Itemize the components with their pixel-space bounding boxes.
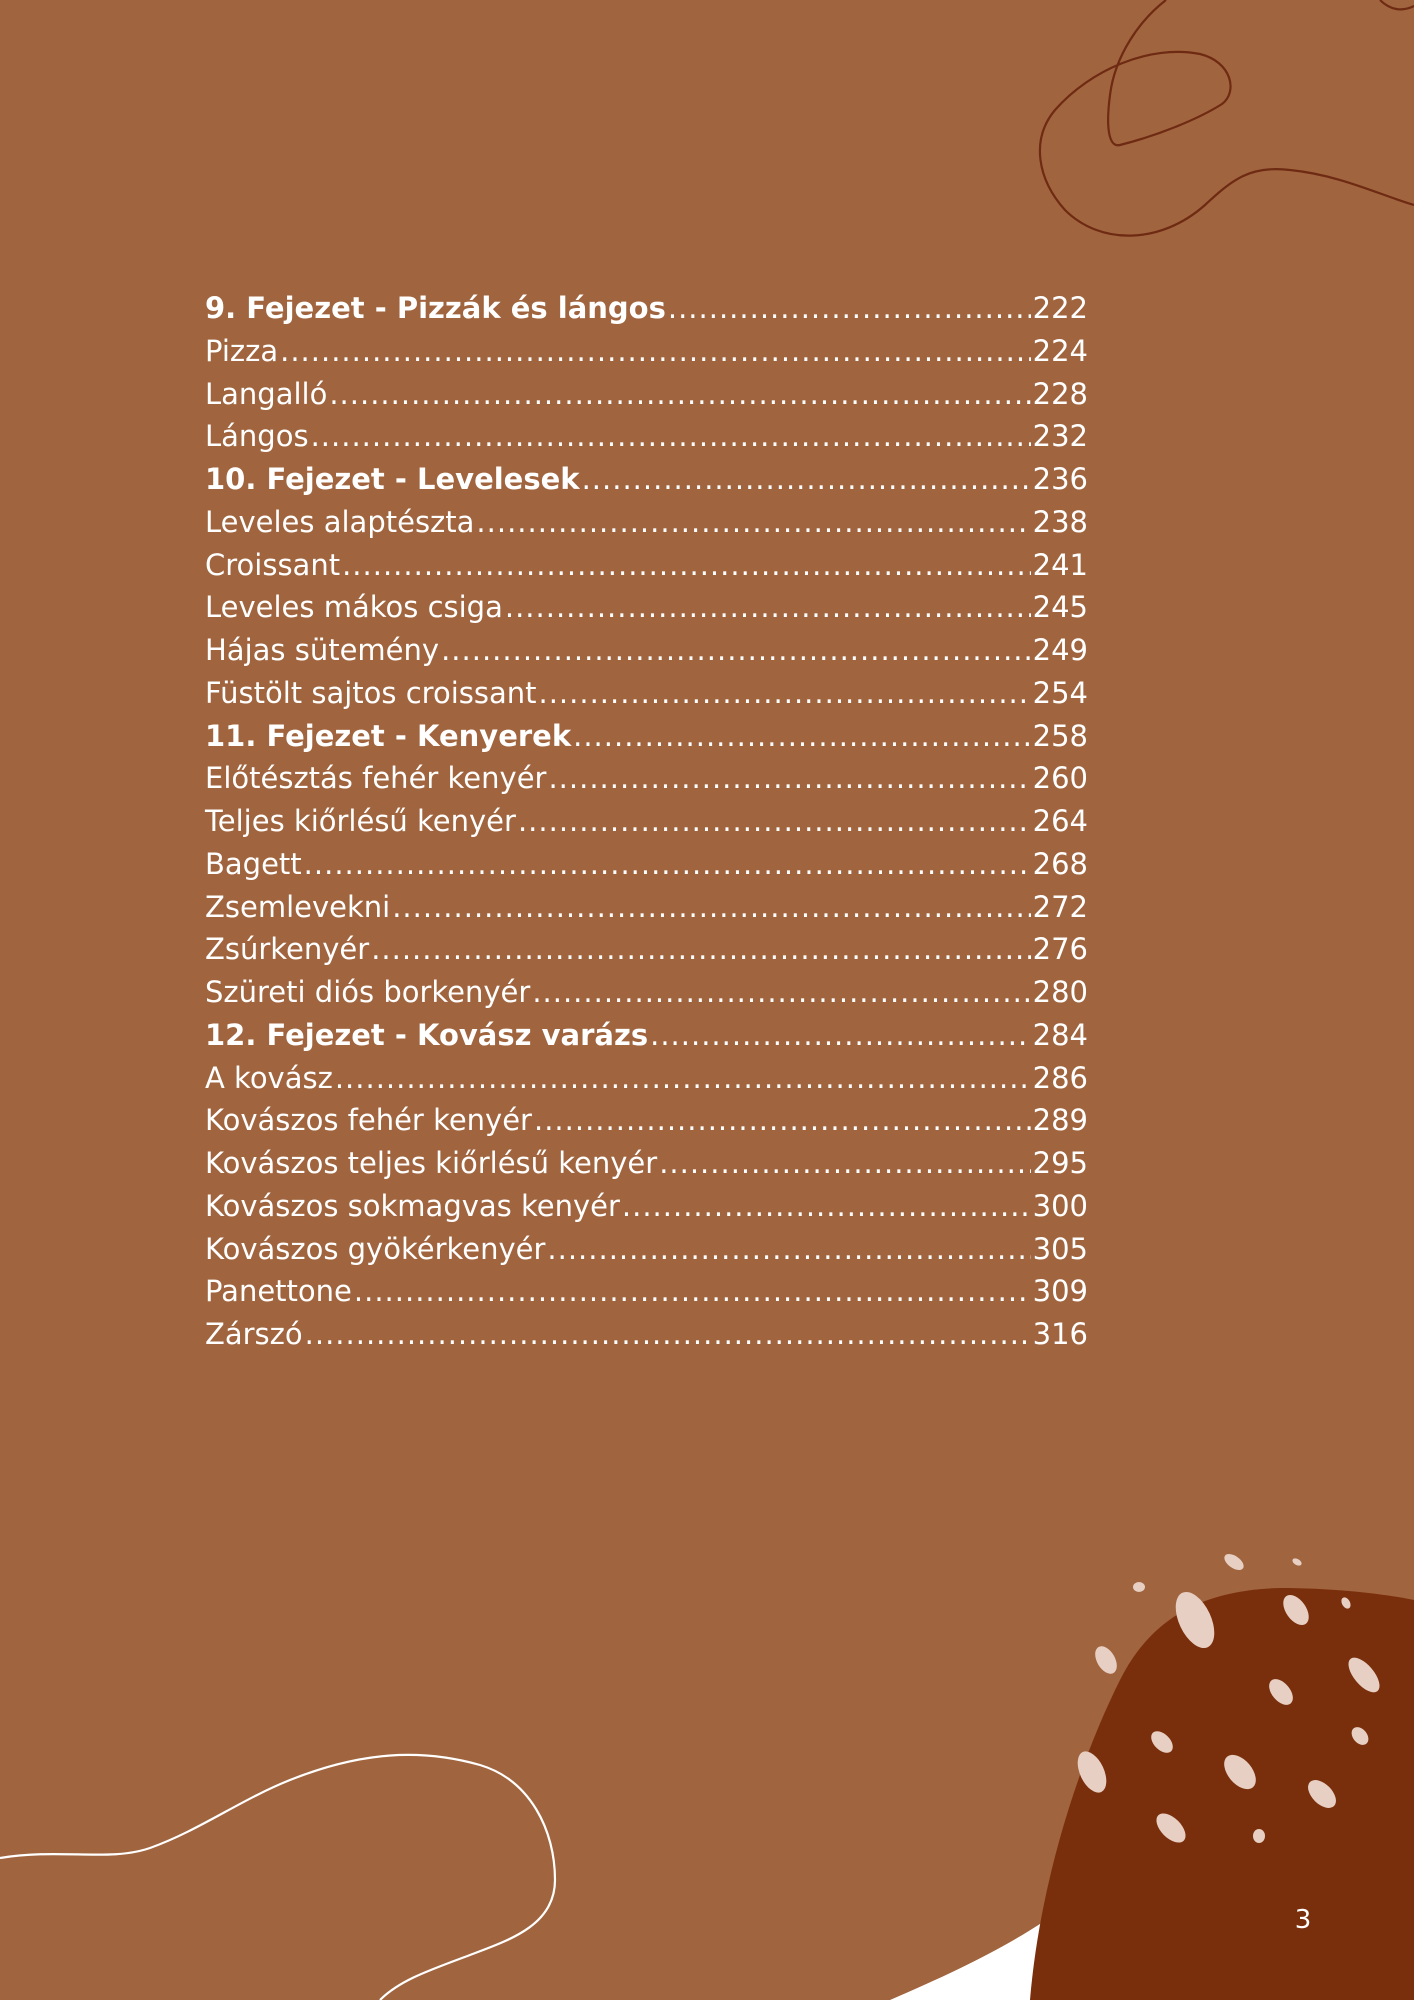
toc-entry-page: 232: [1032, 419, 1088, 454]
toc-dot-leader: [304, 843, 1031, 886]
toc-dot-leader: [668, 287, 1031, 330]
toc-entry: [205, 1099, 1088, 1142]
toc-dot-leader: [280, 330, 1031, 373]
toc-entry-page: 264: [1032, 804, 1088, 838]
toc-entry: [205, 1142, 1088, 1185]
toc-entry-title: A kovász: [205, 1060, 333, 1095]
top-right-outline-loop: [1040, 0, 1414, 236]
toc-entry: [205, 586, 1088, 629]
toc-dot-leader: [659, 1142, 1030, 1185]
toc-dot-leader: [311, 415, 1031, 458]
toc-entry: [205, 1313, 1088, 1356]
toc-entry-title: Szüreti diós borkenyér: [205, 975, 531, 1009]
toc-entry-title: Panettone: [205, 1274, 352, 1309]
toc-entry-page: 224: [1032, 333, 1088, 368]
top-right-outline-arc: [1380, 0, 1414, 9]
toc-dot-leader: [329, 373, 1030, 416]
toc-entry-page: 286: [1032, 1060, 1088, 1095]
toc-entry-title: Zárszó: [205, 1317, 303, 1351]
toc-dot-leader: [573, 715, 1031, 758]
toc-entry-page: 260: [1032, 761, 1088, 796]
toc-entry-title: Zsemlevekni: [205, 889, 391, 924]
toc-entry: [205, 415, 1088, 458]
toc-entry: [205, 928, 1088, 971]
toc-entry: [205, 843, 1088, 886]
toc-chapter-entry: [205, 458, 1088, 501]
toc-dot-leader: [392, 886, 1030, 929]
toc-dot-leader: [305, 1313, 1031, 1356]
toc-entry: [205, 373, 1088, 416]
toc-entry-title: Kovászos teljes kiőrlésű kenyér: [205, 1146, 658, 1180]
toc-entry-page: 245: [1032, 590, 1088, 625]
toc-entry-title: Croissant: [205, 547, 341, 582]
toc-entry-title: Langalló: [205, 376, 328, 411]
toc-entry-title: Leveles alaptészta: [205, 504, 475, 539]
table-of-contents: [205, 287, 1088, 1356]
toc-entry-title: Kovászos fehér kenyér: [205, 1103, 532, 1138]
toc-entry-page: 289: [1032, 1103, 1088, 1138]
toc-entry-page: 268: [1032, 846, 1088, 881]
toc-entry-page: 280: [1032, 975, 1088, 1009]
toc-entry-title: Leveles mákos csiga: [205, 590, 503, 625]
toc-entry-page: 228: [1032, 376, 1088, 411]
toc-entry-title: 10. Fejezet - Levelesek: [205, 462, 580, 496]
toc-dot-leader: [548, 757, 1030, 800]
toc-dot-leader: [441, 629, 1031, 672]
toc-entry-title: Pizza: [205, 333, 279, 368]
toc-entry-title: Zsúrkenyér: [205, 932, 370, 967]
toc-entry-page: 309: [1032, 1274, 1088, 1309]
toc-entry-title: Kovászos sokmagvas kenyér: [205, 1188, 620, 1223]
toc-entry: [205, 1270, 1088, 1313]
toc-chapter-entry: [205, 1014, 1088, 1057]
toc-entry: [205, 757, 1088, 800]
toc-entry-page: 241: [1032, 547, 1088, 582]
toc-entry-page: 258: [1032, 718, 1088, 753]
page-number: 3: [1294, 1905, 1312, 1935]
toc-entry-page: 284: [1032, 1017, 1088, 1052]
toc-entry-title: Teljes kiőrlésű kenyér: [205, 804, 516, 838]
toc-entry: [205, 544, 1088, 587]
toc-entry-title: Előtésztás fehér kenyér: [205, 761, 547, 796]
toc-entry-title: 12. Fejezet - Kovász varázs: [205, 1017, 649, 1052]
toc-entry-page: 316: [1032, 1317, 1088, 1351]
toc-chapter-entry: [205, 715, 1088, 758]
toc-entry-page: 295: [1032, 1146, 1088, 1180]
toc-entry-title: Kovászos gyökérkenyér: [205, 1231, 546, 1266]
toc-dot-leader: [476, 501, 1030, 544]
toc-entry: [205, 1185, 1088, 1228]
toc-entry-page: 276: [1032, 932, 1088, 967]
toc-entry: [205, 800, 1088, 843]
toc-dot-leader: [342, 544, 1031, 587]
toc-chapter-entry: [205, 287, 1088, 330]
toc-dot-leader: [532, 971, 1030, 1014]
toc-entry: [205, 501, 1088, 544]
bottom-left-outline-curve: [0, 1755, 555, 2000]
toc-entry-page: 254: [1032, 675, 1088, 710]
toc-entry: [205, 971, 1088, 1014]
toc-dot-leader: [582, 458, 1031, 501]
toc-dot-leader: [650, 1014, 1031, 1057]
toc-dot-leader: [518, 800, 1031, 843]
toc-entry: [205, 629, 1088, 672]
toc-entry-page: 300: [1032, 1188, 1088, 1223]
toc-dot-leader: [539, 672, 1031, 715]
toc-dot-leader: [505, 586, 1031, 629]
toc-entry-page: 249: [1032, 633, 1088, 667]
toc-dot-leader: [534, 1099, 1031, 1142]
toc-dot-leader: [371, 928, 1030, 971]
toc-entry: [205, 330, 1088, 373]
toc-entry: [205, 1057, 1088, 1100]
toc-entry-title: 11. Fejezet - Kenyerek: [205, 718, 572, 753]
toc-entry-title: Lángos: [205, 419, 309, 454]
toc-entry: [205, 1228, 1088, 1271]
toc-entry-title: 9. Fejezet - Pizzák és lángos: [205, 291, 666, 325]
toc-entry-title: Hájas sütemény: [205, 633, 440, 667]
toc-entry-page: 236: [1032, 462, 1088, 496]
toc-entry-page: 305: [1032, 1231, 1088, 1266]
toc-entry-title: Bagett: [205, 846, 302, 881]
toc-dot-leader: [547, 1228, 1030, 1271]
toc-entry-page: 222: [1032, 291, 1088, 325]
toc-dot-leader: [335, 1057, 1031, 1100]
toc-entry-page: 238: [1032, 504, 1088, 539]
toc-entry-title: Füstölt sajtos croissant: [205, 675, 537, 710]
toc-dot-leader: [622, 1185, 1031, 1228]
toc-entry: [205, 672, 1088, 715]
toc-dot-leader: [354, 1270, 1031, 1313]
toc-entry: [205, 886, 1088, 929]
bottom-right-dark-blob: [1030, 1588, 1414, 2000]
toc-entry-page: 272: [1032, 889, 1088, 924]
